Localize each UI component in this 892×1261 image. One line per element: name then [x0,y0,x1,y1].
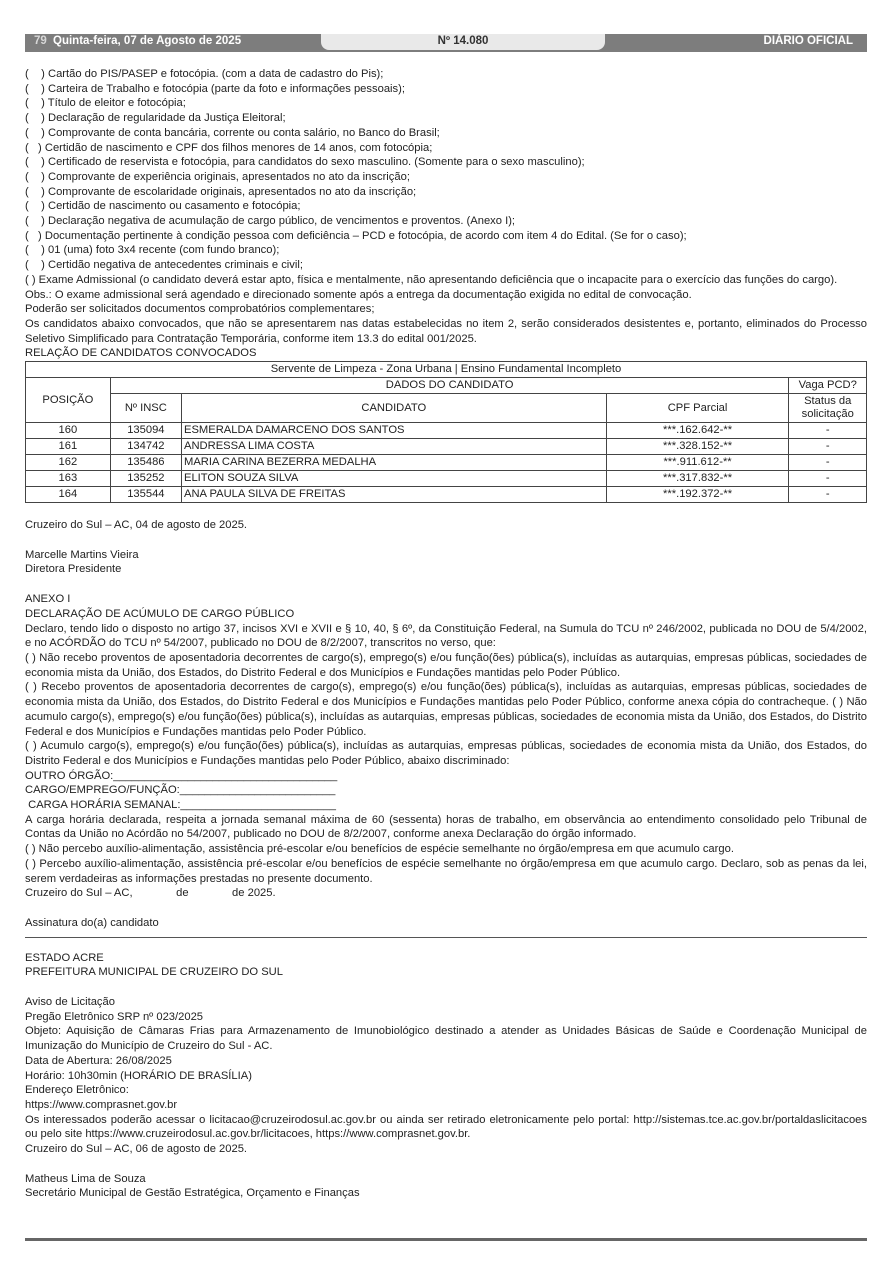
cell-status: - [789,487,867,503]
table-row [26,455,867,471]
candidates-table [25,361,867,503]
annex-title: ANEXO I [25,593,71,606]
col-posicao: POSIÇÃO [26,378,111,423]
spacer [25,980,867,995]
cell-insc: 135094 [110,423,181,439]
cell-insc: 135252 [110,471,181,487]
footer-divider [25,1238,867,1241]
exam-item: ( ) Exame Admissional (o candidato deverá estar apto, física e mentalmente, não apresentando deficiência que o incapacite para o exercício das funções do cargo). [25,273,838,286]
signer-1-role: Diretora Presidente [25,563,122,576]
section-divider [25,937,867,938]
abertura-date: Data de Abertura: 26/08/2025 [25,1054,172,1067]
checklist-item: ( ) Certidão negativa de antecedentes criminais e civil; [25,259,303,272]
header-left [34,35,241,47]
endereco-label: Endereço Eletrônico: [25,1084,129,1097]
signer-2-name: Matheus Lima de Souza [25,1172,146,1185]
col-insc: Nº INSC [110,394,181,423]
pregao-number: Pregão Eletrônico SRP nº 023/2025 [25,1010,204,1023]
field-carga-horaria: CARGA HORÁRIA SEMANAL:_________________________ [25,799,336,812]
aux-option-1: ( ) Não percebo auxílio-alimentação, assistência pré-escolar e/ou benefícios de espécie semelhante no órgão/empresa em que acumulo cargo. [25,843,734,856]
edition-number: Nº 14.080 [321,34,605,50]
cell-posicao: 163 [26,471,111,487]
header-divider [25,50,867,52]
cell-posicao: 164 [26,487,111,503]
cell-insc: 135544 [110,487,181,503]
cell-candidato: MARIA CARINA BEZERRA MEDALHA [182,455,607,471]
field-outro-orgao: OUTRO ÓRGÃO:____________________________________ [25,769,338,782]
cell-status: - [789,423,867,439]
annex-option-3: ( ) Acumulo cargo(s), emprego(s) e/ou função(ões) pública(s), incluídas as autarquias, empresas públicas, sociedades de economia mista da União, dos Estados, do Distrito Federal e dos Municípios e Fundações mantidas pelo Poder Público, abaixo discriminado: [25,740,867,767]
cell-posicao: 161 [26,439,111,455]
annex-subtitle: DECLARAÇÃO DE ACÚMULO DE CARGO PÚBLICO [25,607,295,620]
header-date: Quinta-feira, 07 de Agosto de 2025 [53,35,242,47]
cell-cpf: ***.192.372-** [606,487,789,503]
table-row [26,439,867,455]
annex-option-1: ( ) Não recebo proventos de aposentadoria decorrentes de cargo(s), emprego(s) e/ou função(ões) pública(s), incluídas as autarquias, empresas públicas, sociedades de economia mista da União, dos Estados, do Distrito Federal e dos Municípios e Fundações mantidas pelo Poder Público. [25,651,867,679]
checklist-item: ( ) Certidão de nascimento e CPF dos filhos menores de 14 anos, com fotocópia; [25,141,433,154]
cell-status: - [789,471,867,487]
complement-text: Poderão ser solicitados documentos comprobatórios complementares; [25,303,375,316]
checklist-item: ( ) Título de eleitor e fotocópia; [25,97,186,110]
annex-option-2: ( ) Recebo proventos de aposentadoria decorrentes de cargo(s), emprego(s) e/ou função(ões) pública(s), incluídas as autarquias, empresas públicas, sociedades de economia mista da União, dos Estados, do Distrito Federal e dos Municípios e Fundações mantidas pelo Poder Público, conforme anexa cópia do contracheque. ( ) Não acumulo cargo(s), emprego(s) e/ou função(ões) pública(s), incluídas as autarquias, empresas públicas, sociedades de economia mista da União, dos Estados, do Distrito Federal e dos Municípios e Fundações mantidas pelo Poder Público. [25,681,867,738]
table-body [26,423,867,503]
col-status: Status da solicitação [789,394,867,423]
cell-cpf: ***.328.152-** [606,439,789,455]
signer-1-name: Marcelle Martins Vieira [25,548,139,561]
cell-candidato: ELITON SOUZA SILVA [182,471,607,487]
checklist-item: ( ) Declaração de regularidade da Justiça Eleitoral; [25,112,286,125]
spacer [25,503,867,518]
place-date-2: Cruzeiro do Sul – AC, 06 de agosto de 2025. [25,1143,248,1156]
aviso-title: Aviso de Licitação [25,996,115,1009]
table-row [26,487,867,503]
col-dados: DADOS DO CANDIDATO [110,378,789,394]
col-vaga: Vaga PCD? [789,378,867,394]
signer-2-role: Secretário Municipal de Gestão Estratégica, Orçamento e Finanças [25,1187,360,1200]
cell-cpf: ***.162.642-** [606,423,789,439]
annex-place-date: Cruzeiro do Sul – AC, de de 2025. [25,887,276,900]
spacer [25,901,867,916]
page-number: 79 [34,35,47,47]
cell-cpf: ***.317.832-** [606,471,789,487]
checklist-item: ( ) Comprovante de escolaridade originais, apresentados no ato da inscrição; [25,185,417,198]
state-name: ESTADO ACRE [25,951,104,964]
horario-text: Horário: 10h30min (HORÁRIO DE BRASÍLIA) [25,1069,252,1082]
checklist-item: ( ) Comprovante de experiência originais, apresentados no ato da inscrição; [25,170,410,183]
cell-candidato: ANA PAULA SILVA DE FREITAS [182,487,607,503]
warning-text: Os candidatos abaixo convocados, que não se apresentarem nas datas estabelecidas no item 2, serão considerados desistentes e, portanto, eliminados do Processo Seletivo Simplificado para Contratação Temporária, conforme item 13.3 do edital 001/2025. [25,317,867,345]
cell-insc: 134742 [110,439,181,455]
page-header [25,34,867,50]
checklist-item: ( ) Certificado de reservista e fotocópia, para candidatos do sexo masculino. (Somente para o sexo masculino); [25,156,585,169]
objeto-text: Objeto: Aquisição de Câmaras Frias para Armazenamento de Imunobiológico destinado a atender as Unidades Básicas de Saúde e Coordenação Municipal de Imunização do Município de Cruzeiro do Sul - AC. [25,1025,867,1053]
table-row [26,423,867,439]
cell-posicao: 160 [26,423,111,439]
obs-text: Obs.: O exame admissional será agendado e direcionado somente após a entrega da documentação exigida no edital de convocação. [25,288,692,301]
place-date-1: Cruzeiro do Sul – AC, 04 de agosto de 2025. [25,519,248,532]
cell-cpf: ***.911.612-** [606,455,789,471]
endereco-url: https://www.comprasnet.gov.br [25,1098,178,1111]
aux-option-2: ( ) Percebo auxílio-alimentação, assistência pré-escolar e/ou benefícios de espécie semelhante no órgão/empresa em que acumulo cargo. Declaro, sob as penas da lei, serem verdadeiras as informações prestadas no presente documento. [25,857,867,885]
cell-status: - [789,455,867,471]
relacao-title: RELAÇÃO DE CANDIDATOS CONVOCADOS [25,347,257,360]
document-checklist [25,67,867,273]
spacer [25,533,867,548]
checklist-item: ( ) Cartão do PIS/PASEP e fotocópia. (com a data de cadastro do Pis); [25,68,384,80]
col-candidato: CANDIDATO [182,394,607,423]
checklist-item: ( ) Documentação pertinente à condição pessoa com deficiência – PCD e fotocópia, de acordo com item 4 do Edital. (Se for o caso); [25,229,687,242]
field-cargo: CARGO/EMPREGO/FUNÇÃO:_________________________ [25,784,336,797]
cell-candidato: ESMERALDA DAMARCENO DOS SANTOS [182,423,607,439]
cell-status: - [789,439,867,455]
spacer [25,1157,867,1172]
candidate-signature: Assinatura do(a) candidato [25,916,159,929]
checklist-item: ( ) Certidão de nascimento ou casamento e fotocópia; [25,200,301,213]
cell-insc: 135486 [110,455,181,471]
cell-candidato: ANDRESSA LIMA COSTA [182,439,607,455]
table-caption: Servente de Limpeza - Zona Urbana | Ensino Fundamental Incompleto [26,362,867,378]
table-row [26,471,867,487]
publication-name: DIÁRIO OFICIAL [763,35,853,47]
col-cpf: CPF Parcial [606,394,789,423]
prefeitura-name: PREFEITURA MUNICIPAL DE CRUZEIRO DO SUL [25,966,283,979]
document-body [25,67,867,1201]
cell-posicao: 162 [26,455,111,471]
interessados-text: Os interessados poderão acessar o licitacao@cruzeirodosul.ac.gov.br ou ainda ser retirado eletronicamente pelo portal: http://sistemas.tce.ac.gov.br/portaldaslicitacoes ou pelo site https://www.cruzeirodosul.ac.gov.br/licitacoes, https://www.comprasnet.gov.br. [25,1113,867,1141]
spacer [25,577,867,592]
checklist-item: ( ) Declaração negativa de acumulação de cargo público, de vencimentos e proventos. (Anexo I); [25,215,516,228]
checklist-item: ( ) Carteira de Trabalho e fotocópia (parte da foto e informações pessoais); [25,82,405,95]
checklist-item: ( ) Comprovante de conta bancária, corrente ou conta salário, no Banco do Brasil; [25,126,440,139]
hours-text: A carga horária declarada, respeita a jornada semanal máxima de 60 (sessenta) horas de trabalho, em observância ao entendimento consolidado pelo Tribunal de Contas da União no Acórdão no 54/2007, publicado no DOU de 8/2/2007, conforme anexa Declaração do órgão informado. [25,813,867,841]
annex-intro: Declaro, tendo lido o disposto no artigo 37, incisos XVI e XVII e § 10, 40, § 6º, da Constituição Federal, na Sumula do TCU nº 246/2002, publicada no DOU de 5/4/2002, e no ACÓRDÃO do TCU nº 54/2007, publicado no DOU de 8/2/2007, transcritos no verso, que: [25,622,867,650]
checklist-item: ( ) 01 (uma) foto 3x4 recente (com fundo branco); [25,244,280,257]
